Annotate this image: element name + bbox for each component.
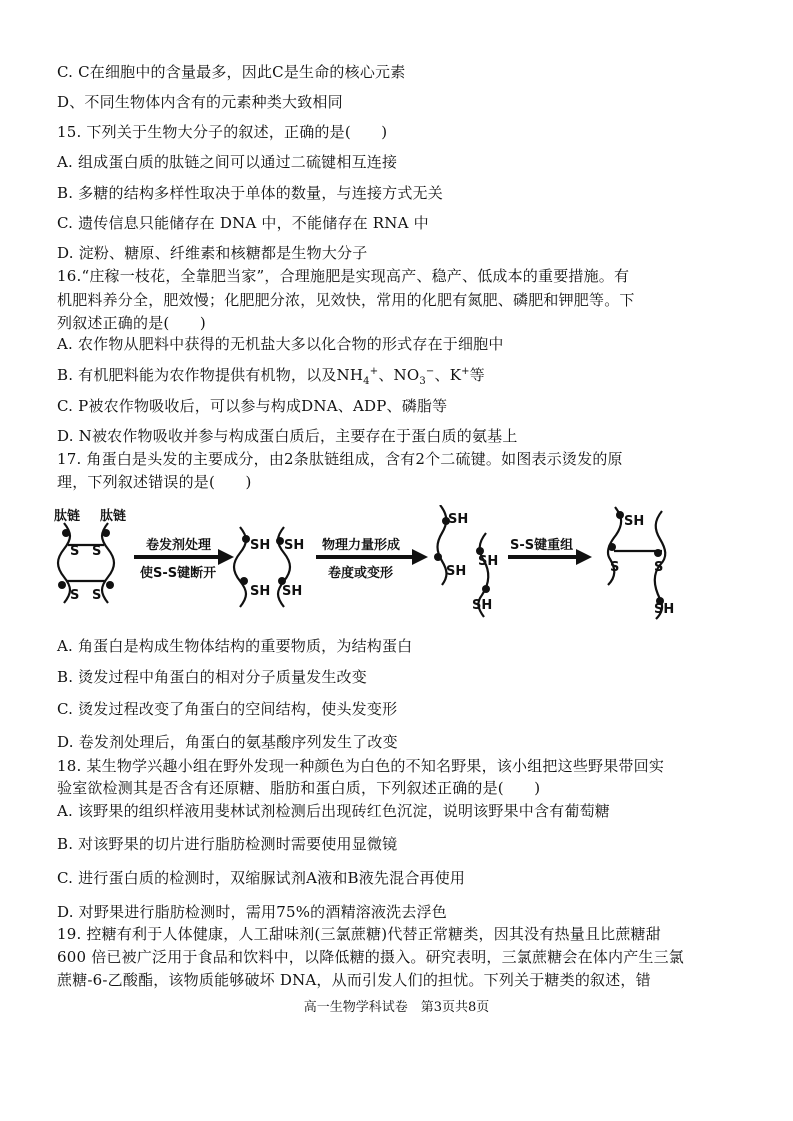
sh-label: SH <box>448 512 469 527</box>
question-17-line-1: 17. 角蛋白是头发的主要成分，由2条肽链组成，含有2个二硫键。如图表示烫发的原 <box>57 450 623 468</box>
option-17b: B. 烫发过程中角蛋白的相对分子质量发生改变 <box>57 668 367 686</box>
option-18c: C. 进行蛋白质的检测时，双缩脲试剂A液和B液先混合再使用 <box>57 869 466 887</box>
chain-label-left: 肽链 <box>54 509 81 524</box>
option-15c: C. 遗传信息只能储存在 DNA 中，不能储存在 RNA 中 <box>57 214 429 232</box>
arrow-2-bottom-label: 卷度或变形 <box>328 566 394 581</box>
option-16c: C. P被农作物吸收后，可以参与构成DNA、ADP、磷脂等 <box>57 397 448 415</box>
sh-label: SH <box>472 598 493 613</box>
residue-dot <box>240 577 248 585</box>
s-label: S <box>654 560 664 575</box>
arrow-1-bottom-label: 使S-S键断开 <box>140 566 217 581</box>
option-17d: D. 卷发剂处理后，角蛋白的氨基酸序列发生了改变 <box>57 733 398 751</box>
arrow-3-top-label: S-S键重组 <box>510 538 574 553</box>
option-17c: C. 烫发过程改变了角蛋白的空间结构，使头发变形 <box>57 700 398 718</box>
option-17a: A. 角蛋白是构成生物体结构的重要物质，为结构蛋白 <box>57 637 413 655</box>
option-18a: A. 该野果的组织样液用斐林试剂检测后出现砖红色沉淀，说明该野果中含有葡萄糖 <box>57 802 610 820</box>
option-18d: D. 对野果进行脂肪检测时，需用75%的酒精溶液洗去浮色 <box>57 903 447 921</box>
arrow-2-head <box>412 549 428 565</box>
sh-label: SH <box>446 564 467 579</box>
sh-label: SH <box>250 538 271 553</box>
arrow-1-head <box>218 549 234 565</box>
option-15b: B. 多糖的结构多样性取决于单体的数量，与连接方式无关 <box>57 184 443 202</box>
s-label: S <box>70 588 80 603</box>
residue-dot <box>58 581 66 589</box>
s-label: S <box>70 544 80 559</box>
question-19-line-3: 蔗糖-6-乙酸酯，该物质能够破坏 DNA，从而引发人们的担忧。下列关于糖类的叙述，错 <box>57 971 651 989</box>
option-14d: D、不同生物体内含有的元素种类大致相同 <box>57 93 343 111</box>
question-15: 15. 下列关于生物大分子的叙述，正确的是( ) <box>57 123 388 141</box>
option-14c: C. C在细胞中的含量最多，因此C是生命的核心元素 <box>57 63 406 81</box>
perm-principle-figure <box>50 505 750 623</box>
s-label: S <box>610 560 620 575</box>
question-17-line-2: 理，下列叙述错误的是( ) <box>57 473 252 491</box>
option-16a: A. 农作物从肥料中获得的无机盐大多以化合物的形式存在于细胞中 <box>57 335 504 353</box>
option-15d: D. 淀粉、糖原、纤维素和核糖都是生物大分子 <box>57 244 368 262</box>
question-16-line-1: 16.“庄稼一枝花，全靠肥当家”，合理施肥是实现高产、稳产、低成本的重要措施。有 <box>57 267 630 285</box>
sh-label: SH <box>284 538 305 553</box>
arrow-3-head <box>576 549 592 565</box>
arrow-2-top-label: 物理力量形成 <box>322 538 401 553</box>
perm-diagram <box>50 505 750 623</box>
option-18b: B. 对该野果的切片进行脂肪检测时需要使用显微镜 <box>57 835 398 853</box>
residue-dot <box>102 529 110 537</box>
question-19-line-2: 600 倍已被广泛用于食品和饮料中，以降低糖的摄入。研究表明，三氯蔗糖会在体内产生三氯 <box>57 948 685 966</box>
residue-dot <box>482 585 490 593</box>
s-label: S <box>92 544 102 559</box>
sh-label: SH <box>282 584 303 599</box>
sh-label: SH <box>624 514 645 529</box>
residue-dot <box>62 529 70 537</box>
arrow-1-top-label: 卷发剂处理 <box>146 538 212 553</box>
residue-dot <box>434 553 442 561</box>
residue-dot <box>616 511 624 519</box>
option-15a: A. 组成蛋白质的肽链之间可以通过二硫键相互连接 <box>57 153 398 171</box>
option-16d: D. N被农作物吸收并参与构成蛋白质后，主要存在于蛋白质的氨基上 <box>57 427 518 445</box>
question-16-line-3: 列叙述正确的是( ) <box>57 314 206 332</box>
residue-dot <box>276 537 284 545</box>
residue-dot <box>242 535 250 543</box>
sh-label: SH <box>250 584 271 599</box>
option-16b: B. 有机肥料能为农作物提供有机物，以及$NH_4^+$、$NO_3^-$、K+等 <box>57 366 485 387</box>
page-footer: 高一生物学科试卷 第3页共8页 <box>303 1000 490 1015</box>
question-18-line-2: 验室欲检测其是否含有还原糖、脂肪和蛋白质，下列叙述正确的是( ) <box>57 779 541 797</box>
chain-label-right: 肽链 <box>100 509 127 524</box>
residue-dot <box>608 543 616 551</box>
question-18-line-1: 18. 某生物学兴趣小组在野外发现一种颜色为白色的不知名野果，该小组把这些野果带回实 <box>57 757 665 775</box>
sh-label: SH <box>478 554 499 569</box>
question-19-line-1: 19. 控糖有利于人体健康，人工甜味剂(三氯蔗糖)代替正常糖类，因其没有热量且比蔗糖甜 <box>57 925 661 943</box>
s-label: S <box>92 588 102 603</box>
question-16-line-2: 机肥料养分全，肥效慢；化肥肥分浓，见效快，常用的化肥有氮肥、磷肥和钾肥等。下 <box>57 291 635 309</box>
sh-label: SH <box>654 602 675 617</box>
residue-dot <box>654 549 662 557</box>
residue-dot <box>106 581 114 589</box>
